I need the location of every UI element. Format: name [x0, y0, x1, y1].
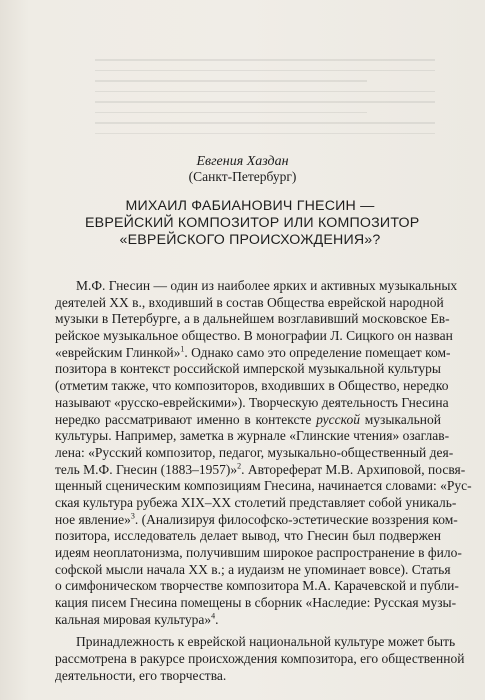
footnote-ref: 4	[211, 611, 216, 621]
text-line: кация писем Гнесина помещены в сборник «Наследие: Русская музы-	[55, 595, 457, 611]
text-line: софской мысли начала XX в.; а иудаизм не упоминает вовсе). Статья	[55, 561, 451, 577]
text-run: . Однако само это определение помещает ком-	[184, 344, 451, 360]
title-line: «ЕВРЕЙСКОГО ПРОИСХОЖДЕНИЯ»?	[119, 232, 381, 248]
text-run: «еврейским Глинкой»	[55, 344, 181, 360]
title-line: ЕВРЕЙСКИЙ КОМПОЗИТОР ИЛИ КОМПОЗИТОР	[85, 215, 420, 231]
title-line: МИХАИЛ ФАБИАНОВИЧ ГНЕСИН —	[125, 198, 375, 214]
text-line: лена: «Русский композитор, педагог, музыкально-общественный дея-	[55, 444, 454, 460]
text-line: культуры. Например, заметка в журнале «Глинские чтения» озаглав-	[55, 428, 450, 444]
text-line: деятелей XX в., входивший в состав Общества еврейской народной	[55, 294, 444, 310]
text-line: идеям неоплатонизма, получившим широкое распространение в фило-	[55, 545, 462, 560]
text-line	[55, 461, 466, 479]
text-run: тель М.Ф. Гнесин (1883–1957)»	[55, 461, 238, 477]
footnote-ref: 1	[180, 344, 185, 354]
text-line: деятельности, его творчества.	[55, 667, 227, 683]
text-line: (отметим также, что композиторов, входивших в Общество, нередко	[55, 378, 449, 394]
bleed-through-text	[95, 50, 435, 143]
text-line: называют «русско-еврейскими»). Творческую деятельность Гнесина	[55, 394, 449, 410]
text-line: М.Ф. Гнесин — один из наиболее ярких и активных музыкальных	[76, 278, 458, 293]
emphasis: русской	[316, 411, 360, 427]
text-line	[55, 412, 441, 429]
text-run: .	[215, 611, 219, 627]
text-line	[55, 344, 451, 362]
text-run: нередко рассматривают именно в контексте	[55, 411, 317, 427]
author-city: (Санкт-Петербург)	[188, 169, 297, 184]
text-line: рейское музыкальное общество. В монографии Л. Сицкого он назван	[55, 328, 453, 344]
footnote-ref: 3	[130, 511, 135, 521]
article-body	[55, 278, 472, 685]
text-line: позитора в контекст российской имперской музыкальной культуры	[55, 361, 441, 377]
text-run: . Автореферат М.В. Архиповой, посвя-	[241, 461, 466, 477]
text-line: о симфоническом творчестве композитора М.А. Карачевской и публи-	[55, 578, 459, 594]
text-run: музыкальной	[359, 411, 441, 427]
text-line	[55, 612, 441, 629]
text-line: музыки в Петербурге, а в дальнейшем возглавивший московское Ев-	[55, 311, 450, 327]
text-line	[55, 511, 458, 529]
text-line: щенный сценическим композициям Гнесина, начинается словами: «Рус-	[55, 478, 472, 494]
text-line: рассмотрена в ракурсе происхождения композитора, его общественной	[55, 651, 465, 667]
text-line: ская культура рубежа XIX–XX столетий представляет собой уникаль-	[55, 494, 457, 510]
author-name: Евгения Хаздан	[196, 154, 289, 169]
text-line: Принадлежность к еврейской национальной культуре может быть	[76, 634, 456, 650]
text-run: ное явление»	[55, 511, 131, 527]
text-run: кальная мировая культура»	[55, 611, 212, 627]
text-run: . (Анализируя философско-эстетические воззрения ком-	[134, 511, 458, 527]
article-title	[85, 198, 420, 249]
text-line: позитора, исследователь делает вывод, что Гнесин был подвержен	[55, 528, 441, 544]
footnote-ref: 2	[237, 461, 242, 471]
